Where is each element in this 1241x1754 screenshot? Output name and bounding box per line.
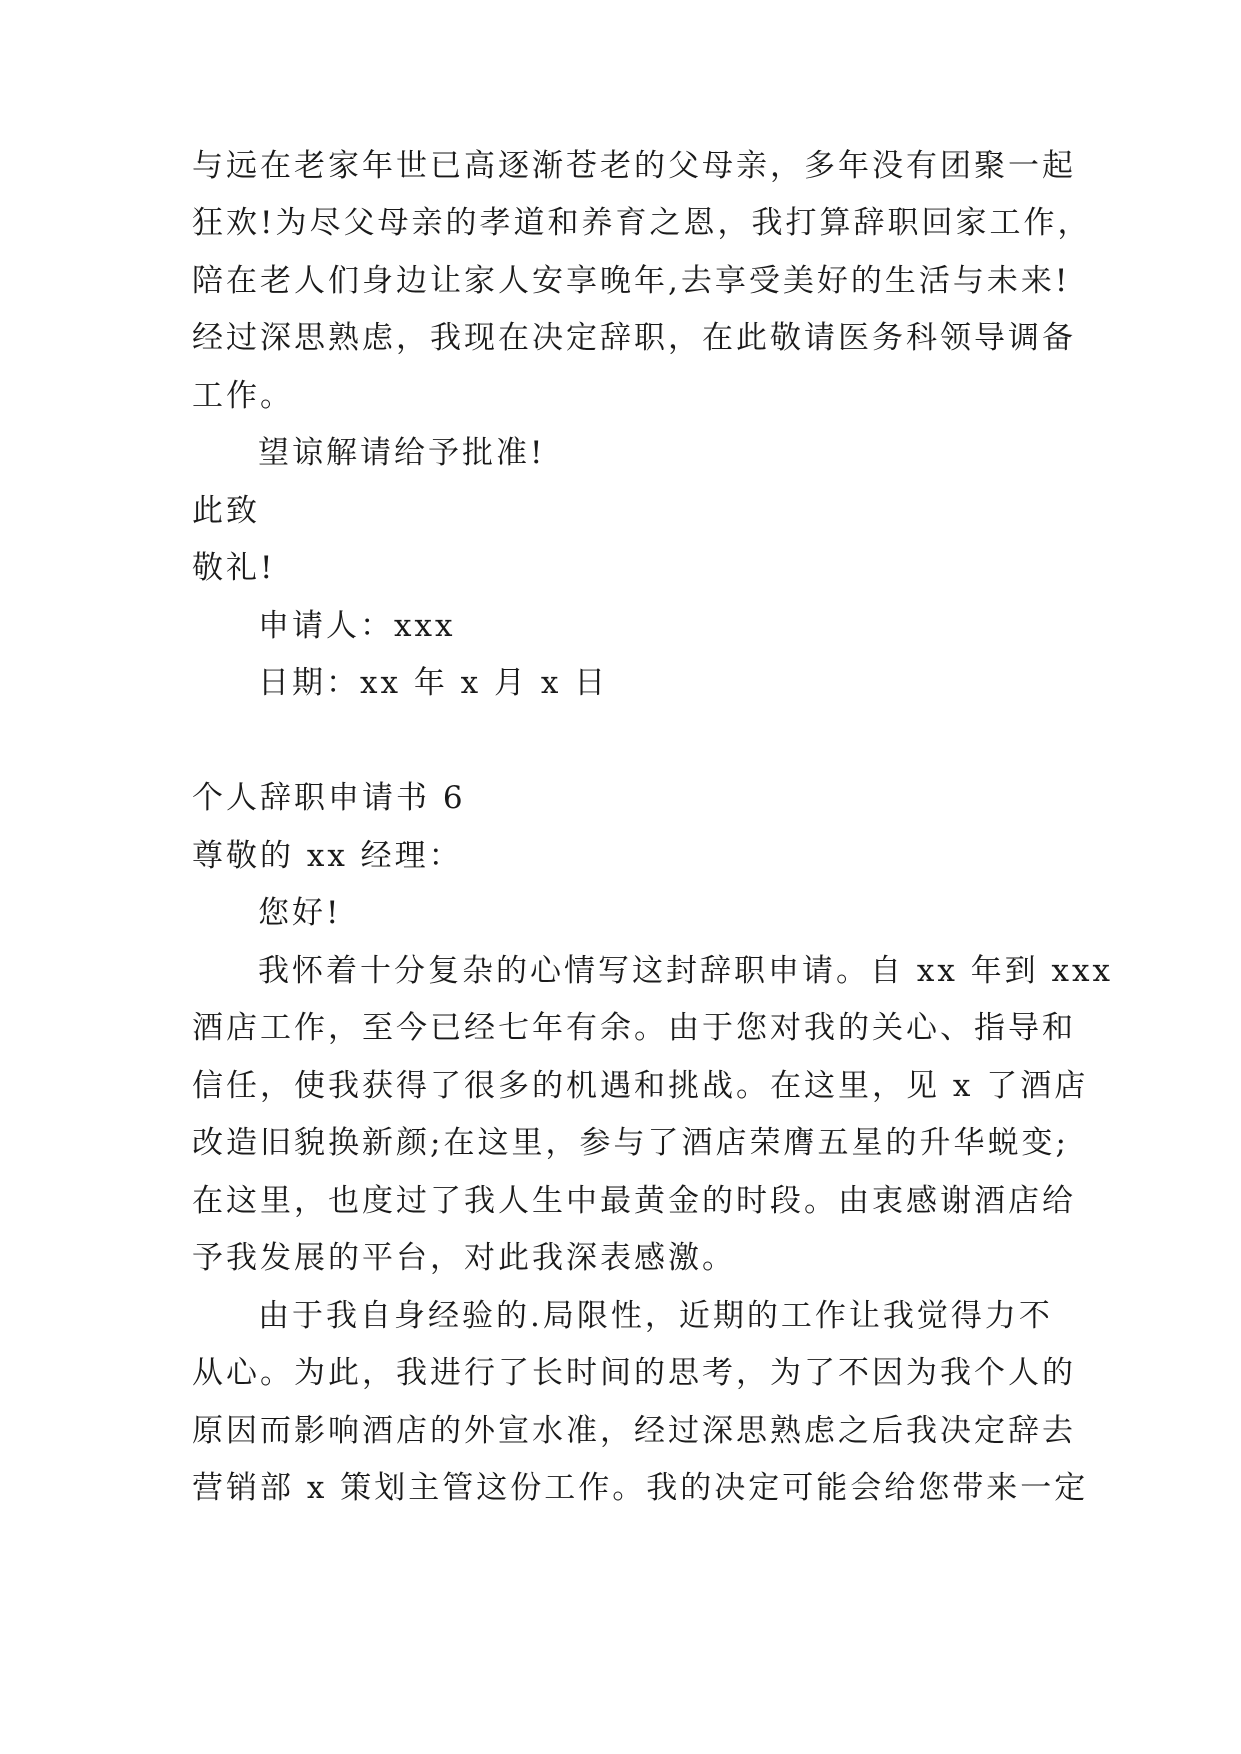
section-title: 个人辞职申请书 6	[192, 780, 466, 816]
greeting-recipient: 尊敬的 xx 经理：	[192, 838, 463, 874]
paragraph-line: 从心。为此，我进行了长时间的思考，为了不因为我个人的	[192, 1355, 1076, 1391]
paragraph-line: 酒店工作，至今已经七年有余。由于您对我的关心、指导和	[192, 1010, 1076, 1046]
date-line: 日期：xx 年 x 月 x 日	[258, 665, 609, 701]
applicant-line: 申请人：xxx	[258, 608, 456, 644]
greeting-line: 您好!	[258, 895, 342, 931]
closing-regards: 敬礼!	[192, 550, 276, 586]
paragraph-line: 经过深思熟虑，我现在决定辞职，在此敬请医务科领导调备	[192, 320, 1076, 356]
paragraph-line: 改造旧貌换新颜;在这里，参与了酒店荣膺五星的升华蜕变;	[192, 1125, 1069, 1161]
paragraph-line: 由于我自身经验的.局限性，近期的工作让我觉得力不	[258, 1298, 1053, 1334]
closing-salutation: 此致	[192, 493, 260, 529]
request-line: 望谅解请给予批准!	[258, 435, 546, 471]
paragraph-line: 我怀着十分复杂的心情写这封辞职申请。自 xx 年到 xxx	[258, 953, 1113, 989]
paragraph-line: 工作。	[192, 378, 294, 414]
paragraph-line: 原因而影响酒店的外宣水准，经过深思熟虑之后我决定辞去	[192, 1413, 1076, 1449]
paragraph-line: 营销部 x 策划主管这份工作。我的决定可能会给您带来一定	[192, 1470, 1089, 1506]
paragraph-line: 信任，使我获得了很多的机遇和挑战。在这里，见 x 了酒店	[192, 1068, 1089, 1104]
paragraph-line: 与远在老家年世已高逐渐苍老的父母亲，多年没有团聚一起	[192, 148, 1076, 184]
paragraph-line: 予我发展的平台，对此我深表感激。	[192, 1240, 736, 1276]
paragraph-line: 陪在老人们身边让家人安享晚年,去享受美好的生活与未来!	[192, 263, 1071, 299]
paragraph-line: 在这里，也度过了我人生中最黄金的时段。由衷感谢酒店给	[192, 1183, 1076, 1219]
paragraph-line: 狂欢!为尽父母亲的孝道和养育之恩，我打算辞职回家工作，	[192, 205, 1092, 241]
